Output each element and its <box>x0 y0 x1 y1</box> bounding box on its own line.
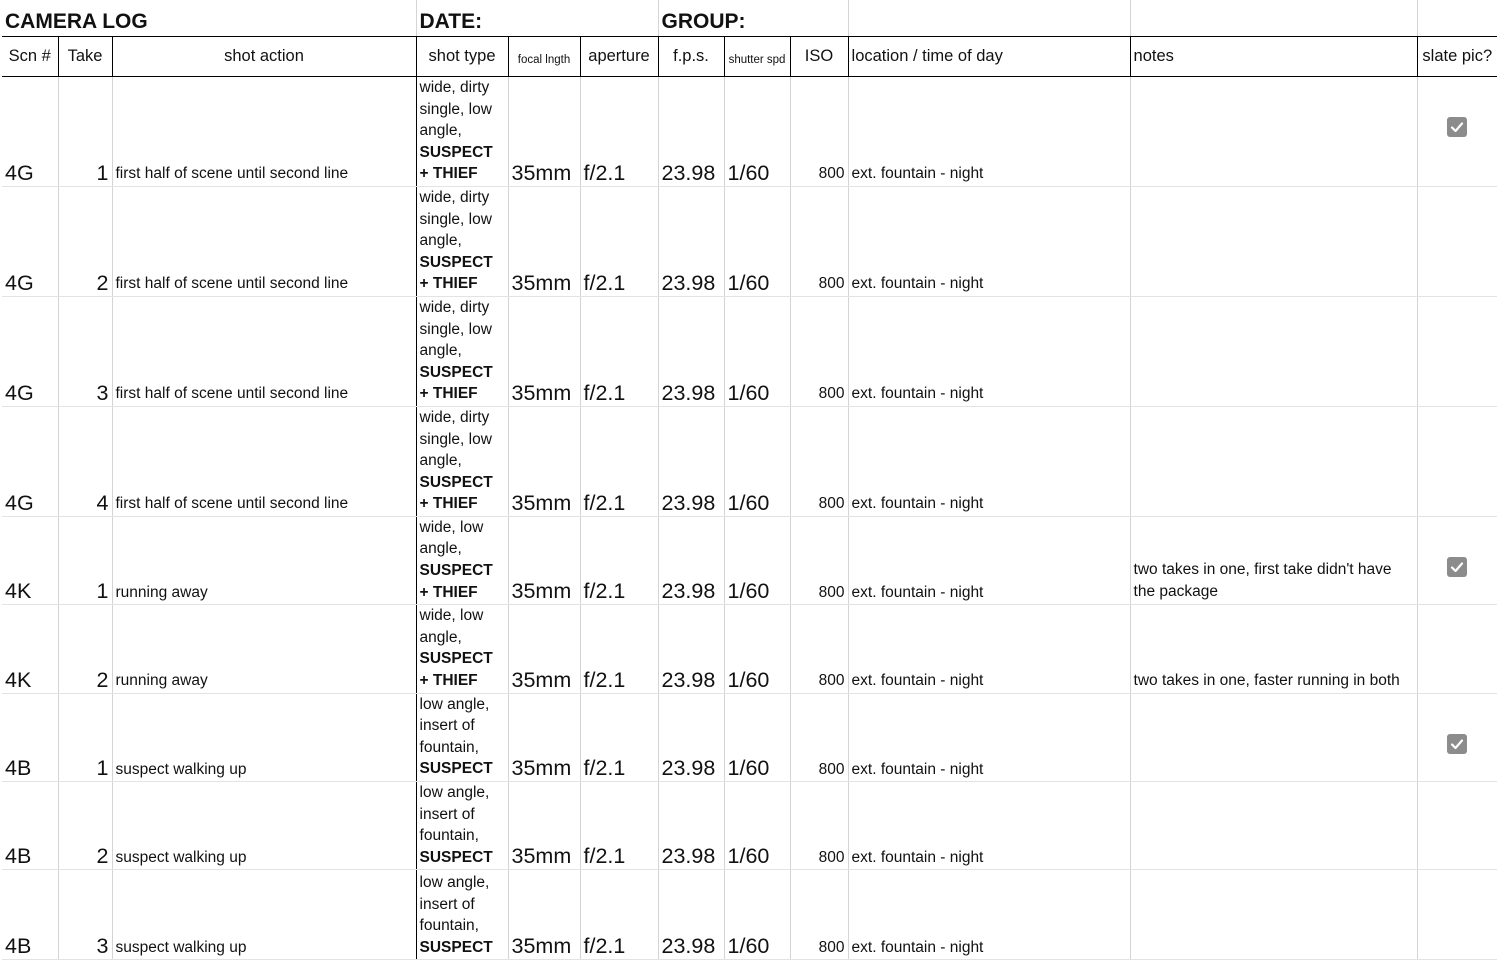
aperture-cell[interactable]: f/2.1 <box>580 406 658 516</box>
fps-cell[interactable]: 23.98 <box>658 296 724 406</box>
location-cell[interactable]: ext. fountain - night <box>848 77 1130 187</box>
action-cell[interactable]: running away <box>112 605 416 693</box>
table-row <box>2 782 1497 870</box>
shot-type-text: wide, dirty single, low angle, <box>419 298 492 360</box>
shot-type-subject: SUSPECT + THIEF <box>419 253 493 293</box>
location-cell[interactable]: ext. fountain - night <box>848 406 1130 516</box>
shutter-cell[interactable]: 1/60 <box>724 693 790 781</box>
scene-cell[interactable]: 4B <box>2 782 58 870</box>
notes-cell[interactable] <box>1130 186 1417 296</box>
fps-cell[interactable]: 23.98 <box>658 516 724 604</box>
action-cell[interactable]: first half of scene until second line <box>112 296 416 406</box>
shot-type-text: low angle, insert of fountain, <box>419 874 490 935</box>
shot-type-cell[interactable] <box>416 406 508 516</box>
location-cell[interactable]: ext. fountain - night <box>848 870 1130 960</box>
notes-cell[interactable] <box>1130 693 1417 781</box>
shot-type-subject: SUSPECT <box>419 760 493 778</box>
notes-cell[interactable] <box>1130 296 1417 406</box>
shot-type-subject: SUSPECT + THIEF <box>419 650 493 690</box>
header-scene[interactable]: Scn # <box>2 37 58 77</box>
notes-cell[interactable] <box>1130 406 1417 516</box>
shot-type-cell[interactable] <box>416 516 508 604</box>
aperture-cell[interactable]: f/2.1 <box>580 296 658 406</box>
scene-cell[interactable]: 4G <box>2 296 58 406</box>
scene-cell[interactable]: 4B <box>2 693 58 781</box>
take-cell[interactable]: 1 <box>58 693 112 781</box>
table-row <box>2 186 1497 296</box>
location-cell[interactable]: ext. fountain - night <box>848 516 1130 604</box>
slate-checkbox-checked[interactable] <box>1447 117 1467 137</box>
scene-cell[interactable]: 4K <box>2 605 58 693</box>
focal-length-cell[interactable]: 35mm <box>508 77 580 187</box>
action-cell[interactable]: running away <box>112 516 416 604</box>
shot-type-cell[interactable] <box>416 693 508 781</box>
shot-type-subject: SUSPECT + THIEF <box>419 143 493 183</box>
slate-cell[interactable] <box>1417 186 1497 296</box>
title-cell-blank-3[interactable] <box>1417 0 1497 37</box>
iso-cell[interactable]: 800 <box>790 186 848 296</box>
shutter-cell[interactable]: 1/60 <box>724 77 790 187</box>
aperture-cell[interactable]: f/2.1 <box>580 186 658 296</box>
action-cell[interactable]: first half of scene until second line <box>112 406 416 516</box>
focal-length-cell[interactable]: 35mm <box>508 296 580 406</box>
shot-type-text: wide, low angle, <box>419 607 484 646</box>
fps-cell[interactable]: 23.98 <box>658 870 724 960</box>
header-slate[interactable]: slate pic? <box>1417 37 1497 77</box>
iso-cell[interactable]: 800 <box>790 296 848 406</box>
slate-cell[interactable] <box>1417 693 1497 781</box>
slate-cell[interactable] <box>1417 870 1497 960</box>
slate-cell[interactable] <box>1417 516 1497 604</box>
slate-checkbox-checked[interactable] <box>1447 557 1467 577</box>
shot-type-subject: SUSPECT + THIEF <box>419 473 493 513</box>
aperture-cell[interactable]: f/2.1 <box>580 870 658 960</box>
notes-cell[interactable] <box>1130 77 1417 187</box>
shot-type-cell[interactable] <box>416 605 508 693</box>
iso-cell[interactable]: 800 <box>790 605 848 693</box>
iso-cell[interactable]: 800 <box>790 870 848 960</box>
header-row <box>2 37 1497 77</box>
header-take[interactable]: Take <box>58 37 112 77</box>
header-type[interactable]: shot type <box>416 37 508 77</box>
shot-type-text: low angle, insert of fountain, <box>419 695 490 756</box>
scene-cell[interactable]: 4K <box>2 516 58 604</box>
iso-cell[interactable]: 800 <box>790 782 848 870</box>
shot-type-cell[interactable] <box>416 77 508 187</box>
header-iso[interactable]: ISO <box>790 37 848 77</box>
take-cell[interactable]: 3 <box>58 870 112 960</box>
iso-cell[interactable]: 800 <box>790 406 848 516</box>
take-cell[interactable]: 3 <box>58 296 112 406</box>
focal-length-cell[interactable]: 35mm <box>508 605 580 693</box>
header-aperture[interactable]: aperture <box>580 37 658 77</box>
shutter-cell[interactable]: 1/60 <box>724 782 790 870</box>
focal-length-cell[interactable]: 35mm <box>508 870 580 960</box>
notes-cell[interactable] <box>1130 782 1417 870</box>
table-row <box>2 870 1497 960</box>
shot-type-cell[interactable] <box>416 870 508 960</box>
slate-cell[interactable] <box>1417 296 1497 406</box>
location-cell[interactable]: ext. fountain - night <box>848 782 1130 870</box>
shot-type-cell[interactable] <box>416 296 508 406</box>
take-cell[interactable]: 2 <box>58 186 112 296</box>
take-cell[interactable]: 1 <box>58 516 112 604</box>
group-label[interactable]: GROUP: <box>658 0 848 37</box>
shot-type-subject: SUSPECT + THIEF <box>419 562 493 601</box>
shot-type-text: low angle, insert of fountain, <box>419 784 490 845</box>
take-cell[interactable]: 1 <box>58 77 112 187</box>
check-icon <box>1449 559 1465 575</box>
scene-cell[interactable]: 4B <box>2 870 58 960</box>
scene-cell[interactable]: 4G <box>2 77 58 187</box>
slate-cell[interactable] <box>1417 77 1497 187</box>
camera-log-table <box>2 0 1497 960</box>
check-icon <box>1449 119 1465 135</box>
table-row <box>2 693 1497 781</box>
header-notes[interactable]: notes <box>1130 37 1417 77</box>
shot-type-subject: SUSPECT <box>419 848 493 866</box>
slate-cell[interactable] <box>1417 782 1497 870</box>
fps-cell[interactable]: 23.98 <box>658 605 724 693</box>
action-cell[interactable]: first half of scene until second line <box>112 186 416 296</box>
header-action[interactable]: shot action <box>112 37 416 77</box>
take-cell[interactable]: 2 <box>58 782 112 870</box>
shot-type-text: wide, low angle, <box>419 518 484 558</box>
shot-type-text: wide, dirty single, low angle, <box>419 408 492 470</box>
shot-type-cell[interactable] <box>416 186 508 296</box>
date-label[interactable]: DATE: <box>416 0 658 37</box>
header-focal[interactable]: focal lngth <box>508 37 580 77</box>
fps-cell[interactable]: 23.98 <box>658 186 724 296</box>
shutter-cell[interactable]: 1/60 <box>724 296 790 406</box>
fps-cell[interactable]: 23.98 <box>658 406 724 516</box>
notes-cell[interactable]: two takes in one, first take didn't have the package <box>1130 516 1417 604</box>
notes-cell[interactable] <box>1130 870 1417 960</box>
shutter-cell[interactable]: 1/60 <box>724 516 790 604</box>
shot-type-subject: SUSPECT <box>419 938 493 956</box>
aperture-cell[interactable]: f/2.1 <box>580 782 658 870</box>
take-cell[interactable]: 2 <box>58 605 112 693</box>
fps-cell[interactable]: 23.98 <box>658 77 724 187</box>
action-cell[interactable]: suspect walking up <box>112 693 416 781</box>
scene-cell[interactable]: 4G <box>2 406 58 516</box>
header-fps[interactable]: f.p.s. <box>658 37 724 77</box>
focal-length-cell[interactable]: 35mm <box>508 693 580 781</box>
take-cell[interactable]: 4 <box>58 406 112 516</box>
slate-cell[interactable] <box>1417 406 1497 516</box>
aperture-cell[interactable]: f/2.1 <box>580 693 658 781</box>
slate-cell[interactable] <box>1417 605 1497 693</box>
shot-type-subject: SUSPECT + THIEF <box>419 363 493 403</box>
title-cell-blank-1[interactable] <box>848 0 1130 37</box>
table-row <box>2 296 1497 406</box>
notes-cell[interactable]: two takes in one, faster running in both <box>1130 605 1417 693</box>
iso-cell[interactable]: 800 <box>790 693 848 781</box>
location-cell[interactable]: ext. fountain - night <box>848 296 1130 406</box>
sheet-title[interactable]: CAMERA LOG <box>2 0 416 37</box>
shutter-cell[interactable]: 1/60 <box>724 605 790 693</box>
focal-length-cell[interactable]: 35mm <box>508 782 580 870</box>
location-cell[interactable]: ext. fountain - night <box>848 605 1130 693</box>
focal-length-cell[interactable]: 35mm <box>508 406 580 516</box>
table-row <box>2 77 1497 187</box>
action-cell[interactable]: suspect walking up <box>112 870 416 960</box>
action-cell[interactable]: suspect walking up <box>112 782 416 870</box>
aperture-cell[interactable]: f/2.1 <box>580 516 658 604</box>
iso-cell[interactable]: 800 <box>790 77 848 187</box>
shot-type-text: wide, dirty single, low angle, <box>419 188 492 250</box>
slate-checkbox-checked[interactable] <box>1447 734 1467 754</box>
focal-length-cell[interactable]: 35mm <box>508 516 580 604</box>
aperture-cell[interactable]: f/2.1 <box>580 77 658 187</box>
title-cell-blank-2[interactable] <box>1130 0 1417 37</box>
focal-length-cell[interactable]: 35mm <box>508 186 580 296</box>
table-row <box>2 605 1497 693</box>
action-cell[interactable]: first half of scene until second line <box>112 77 416 187</box>
header-shutter[interactable]: shutter spd <box>724 37 790 77</box>
shutter-cell[interactable]: 1/60 <box>724 870 790 960</box>
fps-cell[interactable]: 23.98 <box>658 693 724 781</box>
shutter-cell[interactable]: 1/60 <box>724 406 790 516</box>
table-row <box>2 406 1497 516</box>
shutter-cell[interactable]: 1/60 <box>724 186 790 296</box>
title-row <box>2 0 1497 37</box>
check-icon <box>1449 736 1465 752</box>
shot-type-text: wide, dirty single, low angle, <box>419 79 492 140</box>
aperture-cell[interactable]: f/2.1 <box>580 605 658 693</box>
fps-cell[interactable]: 23.98 <box>658 782 724 870</box>
scene-cell[interactable]: 4G <box>2 186 58 296</box>
location-cell[interactable]: ext. fountain - night <box>848 186 1130 296</box>
shot-type-cell[interactable] <box>416 782 508 870</box>
table-row <box>2 516 1497 604</box>
location-cell[interactable]: ext. fountain - night <box>848 693 1130 781</box>
header-location[interactable]: location / time of day <box>848 37 1130 77</box>
iso-cell[interactable]: 800 <box>790 516 848 604</box>
